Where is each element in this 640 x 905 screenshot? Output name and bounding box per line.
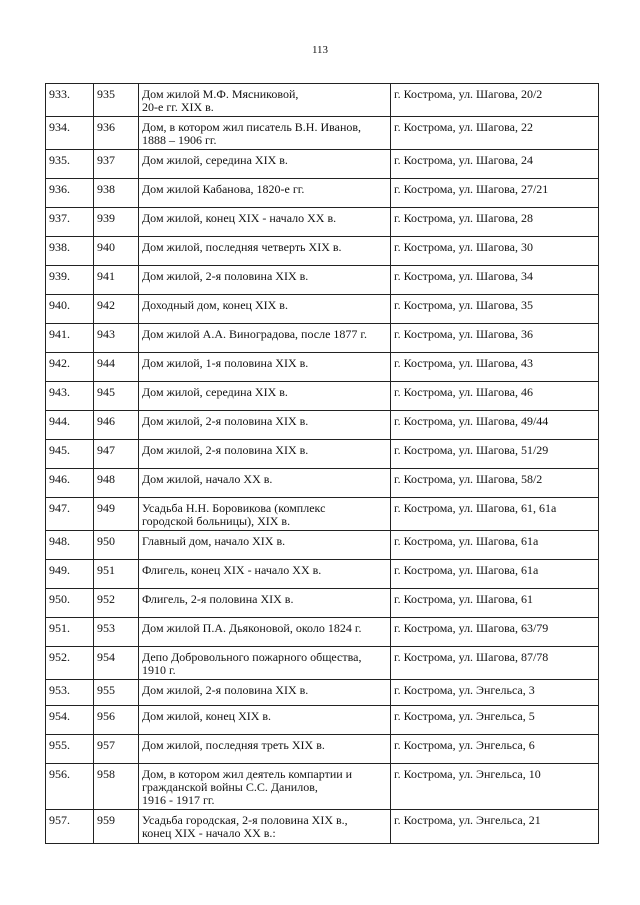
object-name-cell: Дом жилой, конец XIX в.	[139, 706, 391, 735]
table-row	[46, 117, 599, 150]
object-id-cell: 941	[94, 266, 139, 295]
table-row	[46, 237, 599, 266]
row-number-cell: 950.	[46, 589, 94, 618]
object-name-cell: Дом жилой, начало XX в.	[139, 469, 391, 498]
table-row	[46, 735, 599, 764]
object-id-cell: 947	[94, 440, 139, 469]
object-id-cell: 944	[94, 353, 139, 382]
table-row	[46, 411, 599, 440]
object-id-cell: 938	[94, 179, 139, 208]
row-number-cell: 945.	[46, 440, 94, 469]
address-cell: г. Кострома, ул. Энгельса, 21	[391, 810, 599, 844]
address-cell: г. Кострома, ул. Энгельса, 10	[391, 764, 599, 810]
row-number-cell: 954.	[46, 706, 94, 735]
address-cell: г. Кострома, ул. Шагова, 27/21	[391, 179, 599, 208]
row-number-cell: 956.	[46, 764, 94, 810]
row-number-cell: 951.	[46, 618, 94, 647]
address-cell: г. Кострома, ул. Шагова, 28	[391, 208, 599, 237]
object-name-cell: Дом жилой, 2-я половина XIX в.	[139, 411, 391, 440]
address-cell: г. Кострома, ул. Шагова, 49/44	[391, 411, 599, 440]
row-number-cell: 957.	[46, 810, 94, 844]
address-cell: г. Кострома, ул. Энгельса, 3	[391, 680, 599, 706]
table-row	[46, 498, 599, 531]
row-number-cell: 942.	[46, 353, 94, 382]
object-name-cell: Флигель, 2-я половина XIX в.	[139, 589, 391, 618]
address-cell: г. Кострома, ул. Шагова, 34	[391, 266, 599, 295]
page-number: 113	[311, 44, 329, 56]
object-name-cell: Дом, в котором жил деятель компартии и гражданской войны С.С. Данилов, 1916 - 1917 гг.	[139, 764, 391, 810]
object-name-cell: Дом жилой, 2-я половина XIX в.	[139, 440, 391, 469]
table-row	[46, 440, 599, 469]
address-cell: г. Кострома, ул. Шагова, 61а	[391, 560, 599, 589]
address-cell: г. Кострома, ул. Шагова, 36	[391, 324, 599, 353]
object-id-cell: 950	[94, 531, 139, 560]
table-row	[46, 469, 599, 498]
table-row	[46, 531, 599, 560]
address-cell: г. Кострома, ул. Энгельса, 5	[391, 706, 599, 735]
object-name-cell: Дом жилой, 2-я половина XIX в.	[139, 266, 391, 295]
address-cell: г. Кострома, ул. Шагова, 43	[391, 353, 599, 382]
heritage-registry-table	[45, 83, 599, 844]
object-id-cell: 936	[94, 117, 139, 150]
object-id-cell: 958	[94, 764, 139, 810]
row-number-cell: 935.	[46, 150, 94, 179]
address-cell: г. Кострома, ул. Шагова, 22	[391, 117, 599, 150]
table-row	[46, 560, 599, 589]
object-name-cell: Дом жилой М.Ф. Мясниковой, 20-е гг. XIX в.	[139, 84, 391, 117]
object-name-cell: Дом, в котором жил писатель В.Н. Иванов, 1888 – 1906 гг.	[139, 117, 391, 150]
row-number-cell: 939.	[46, 266, 94, 295]
address-cell: г. Кострома, ул. Шагова, 61	[391, 589, 599, 618]
object-id-cell: 943	[94, 324, 139, 353]
table-row	[46, 618, 599, 647]
table-row	[46, 706, 599, 735]
object-name-cell: Дом жилой, конец XIX - начало XX в.	[139, 208, 391, 237]
address-cell: г. Кострома, ул. Шагова, 46	[391, 382, 599, 411]
object-id-cell: 940	[94, 237, 139, 266]
row-number-cell: 936.	[46, 179, 94, 208]
object-id-cell: 937	[94, 150, 139, 179]
object-name-cell: Дом жилой П.А. Дьяконовой, около 1824 г.	[139, 618, 391, 647]
row-number-cell: 938.	[46, 237, 94, 266]
address-cell: г. Кострома, ул. Шагова, 61а	[391, 531, 599, 560]
object-id-cell: 954	[94, 647, 139, 680]
object-name-cell: Усадьба Н.Н. Боровикова (комплекс городской больницы), XIX в.	[139, 498, 391, 531]
row-number-cell: 947.	[46, 498, 94, 531]
table-row	[46, 589, 599, 618]
object-id-cell: 951	[94, 560, 139, 589]
address-cell: г. Кострома, ул. Шагова, 58/2	[391, 469, 599, 498]
object-name-cell: Флигель, конец XIX - начало XX в.	[139, 560, 391, 589]
object-id-cell: 957	[94, 735, 139, 764]
object-id-cell: 956	[94, 706, 139, 735]
object-name-cell: Дом жилой Кабанова, 1820-е гг.	[139, 179, 391, 208]
address-cell: г. Кострома, ул. Шагова, 24	[391, 150, 599, 179]
row-number-cell: 953.	[46, 680, 94, 706]
row-number-cell: 955.	[46, 735, 94, 764]
address-cell: г. Кострома, ул. Шагова, 35	[391, 295, 599, 324]
table-row	[46, 382, 599, 411]
object-id-cell: 946	[94, 411, 139, 440]
table-row	[46, 295, 599, 324]
address-cell: г. Кострома, ул. Шагова, 63/79	[391, 618, 599, 647]
object-id-cell: 942	[94, 295, 139, 324]
object-name-cell: Дом жилой, последняя треть XIX в.	[139, 735, 391, 764]
row-number-cell: 943.	[46, 382, 94, 411]
table-row	[46, 764, 599, 810]
object-name-cell: Дом жилой, середина XIX в.	[139, 150, 391, 179]
table-row	[46, 680, 599, 706]
object-name-cell: Доходный дом, конец XIX в.	[139, 295, 391, 324]
row-number-cell: 952.	[46, 647, 94, 680]
object-id-cell: 935	[94, 84, 139, 117]
address-cell: г. Кострома, ул. Шагова, 30	[391, 237, 599, 266]
address-cell: г. Кострома, ул. Шагова, 20/2	[391, 84, 599, 117]
object-id-cell: 953	[94, 618, 139, 647]
object-id-cell: 959	[94, 810, 139, 844]
table-row	[46, 647, 599, 680]
table-row	[46, 208, 599, 237]
table-row	[46, 324, 599, 353]
row-number-cell: 941.	[46, 324, 94, 353]
object-id-cell: 949	[94, 498, 139, 531]
object-id-cell: 948	[94, 469, 139, 498]
object-id-cell: 945	[94, 382, 139, 411]
row-number-cell: 946.	[46, 469, 94, 498]
object-name-cell: Дом жилой, середина XIX в.	[139, 382, 391, 411]
object-name-cell: Депо Добровольного пожарного общества, 1910 г.	[139, 647, 391, 680]
row-number-cell: 949.	[46, 560, 94, 589]
address-cell: г. Кострома, ул. Шагова, 61, 61а	[391, 498, 599, 531]
object-name-cell: Дом жилой, 2-я половина XIX в.	[139, 680, 391, 706]
table-row	[46, 179, 599, 208]
table-row	[46, 266, 599, 295]
object-id-cell: 955	[94, 680, 139, 706]
table-row	[46, 353, 599, 382]
table-row	[46, 150, 599, 179]
address-cell: г. Кострома, ул. Энгельса, 6	[391, 735, 599, 764]
row-number-cell: 934.	[46, 117, 94, 150]
row-number-cell: 940.	[46, 295, 94, 324]
object-name-cell: Усадьба городская, 2-я половина XIX в., конец XIX - начало XX в.:	[139, 810, 391, 844]
object-id-cell: 952	[94, 589, 139, 618]
table-row	[46, 810, 599, 844]
object-name-cell: Дом жилой А.А. Виноградова, после 1877 г.	[139, 324, 391, 353]
object-id-cell: 939	[94, 208, 139, 237]
table-row	[46, 84, 599, 117]
row-number-cell: 948.	[46, 531, 94, 560]
row-number-cell: 933.	[46, 84, 94, 117]
address-cell: г. Кострома, ул. Шагова, 51/29	[391, 440, 599, 469]
object-name-cell: Главный дом, начало XIX в.	[139, 531, 391, 560]
address-cell: г. Кострома, ул. Шагова, 87/78	[391, 647, 599, 680]
row-number-cell: 944.	[46, 411, 94, 440]
object-name-cell: Дом жилой, 1-я половина XIX в.	[139, 353, 391, 382]
object-name-cell: Дом жилой, последняя четверть XIX в.	[139, 237, 391, 266]
row-number-cell: 937.	[46, 208, 94, 237]
